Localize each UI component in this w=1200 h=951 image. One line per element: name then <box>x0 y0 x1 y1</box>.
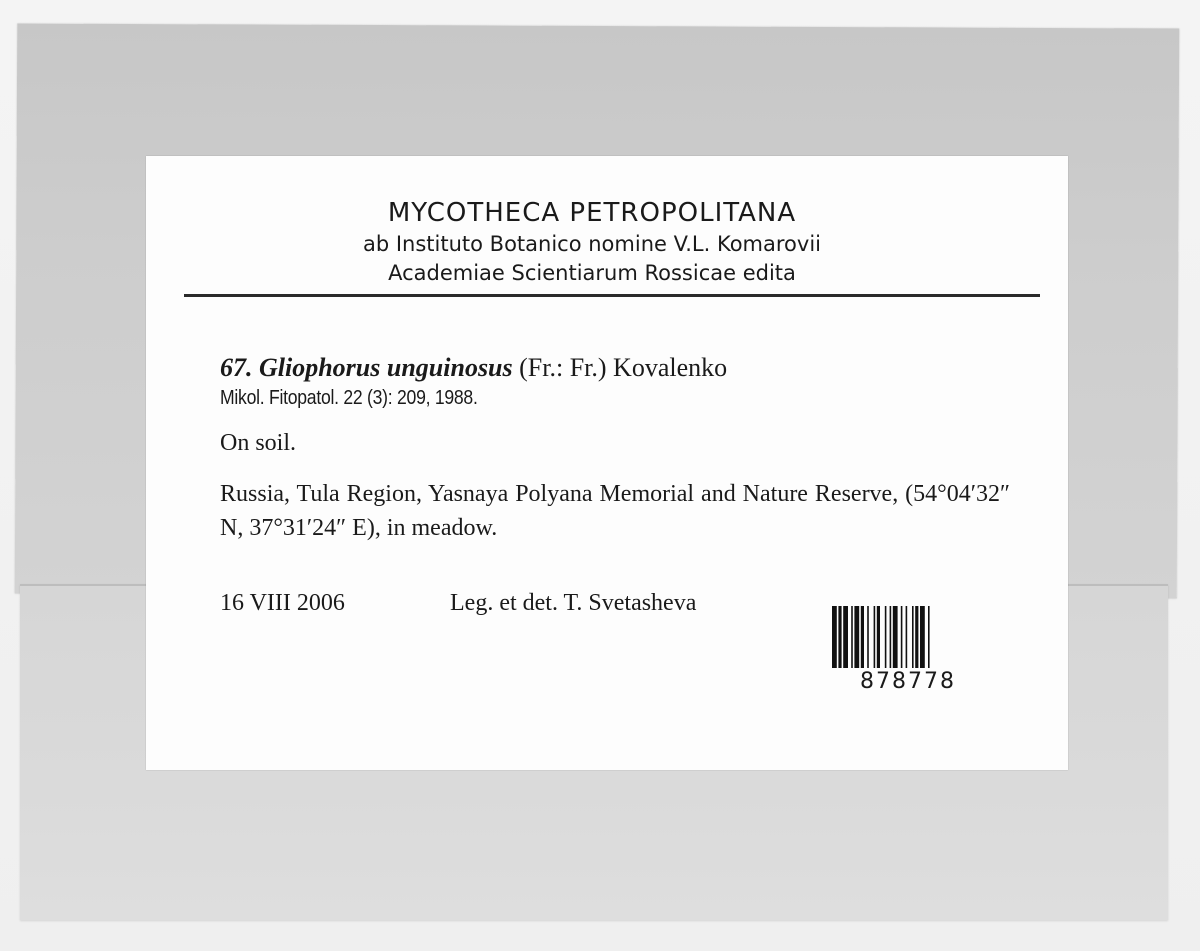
barcode-bar <box>906 606 908 668</box>
barcode-bar <box>915 606 918 668</box>
barcode-bar <box>838 606 841 668</box>
barcode-bar <box>843 606 848 668</box>
barcode-bars <box>830 606 986 668</box>
barcode-bar <box>854 606 859 668</box>
barcode-bar <box>877 606 880 668</box>
taxon-authority: (Fr.: Fr.) Kovalenko <box>519 353 728 382</box>
species-name <box>220 352 727 384</box>
specimen-number: 67. <box>220 353 253 382</box>
barcode-bar <box>928 606 930 668</box>
barcode <box>830 606 986 698</box>
locality: Russia, Tula Region, Yasnaya Polyana Memorial and Nature Reserve, (54°04′32″ N, 37°31′24″ E), in meadow. <box>220 481 1010 541</box>
barcode-bar <box>874 606 876 668</box>
barcode-bar <box>901 606 903 668</box>
barcode-bar <box>893 606 898 668</box>
collector: Leg. et det. T. Svetasheva <box>450 590 697 616</box>
barcode-number: 878778 <box>860 669 956 694</box>
herbarium-title: MYCOTHECA PETROPOLITANA <box>387 198 797 228</box>
herbarium-academy: Academiae Scientiarum Rossicae edita <box>388 261 796 285</box>
literature-citation: Mikol. Fitopatol. 22 (3): 209, 1988. <box>220 387 478 409</box>
header-rule <box>184 294 1040 297</box>
taxon-name: Gliophorus unguinosus <box>259 353 513 382</box>
barcode-bar <box>890 606 892 668</box>
barcode-bar <box>832 606 837 668</box>
label-header <box>146 196 1068 288</box>
herbarium-institute: ab Instituto Botanico nomine V.L. Komarovii <box>362 232 821 256</box>
specimen-label <box>146 156 1068 770</box>
barcode-bar <box>920 606 925 668</box>
barcode-bar <box>861 606 864 668</box>
barcode-bar <box>912 606 914 668</box>
barcode-bar <box>885 606 887 668</box>
barcode-bar <box>851 606 853 668</box>
barcode-bar <box>867 606 869 668</box>
collection-date: 16 VIII 2006 <box>220 590 345 616</box>
substrate: On soil. <box>220 430 297 456</box>
